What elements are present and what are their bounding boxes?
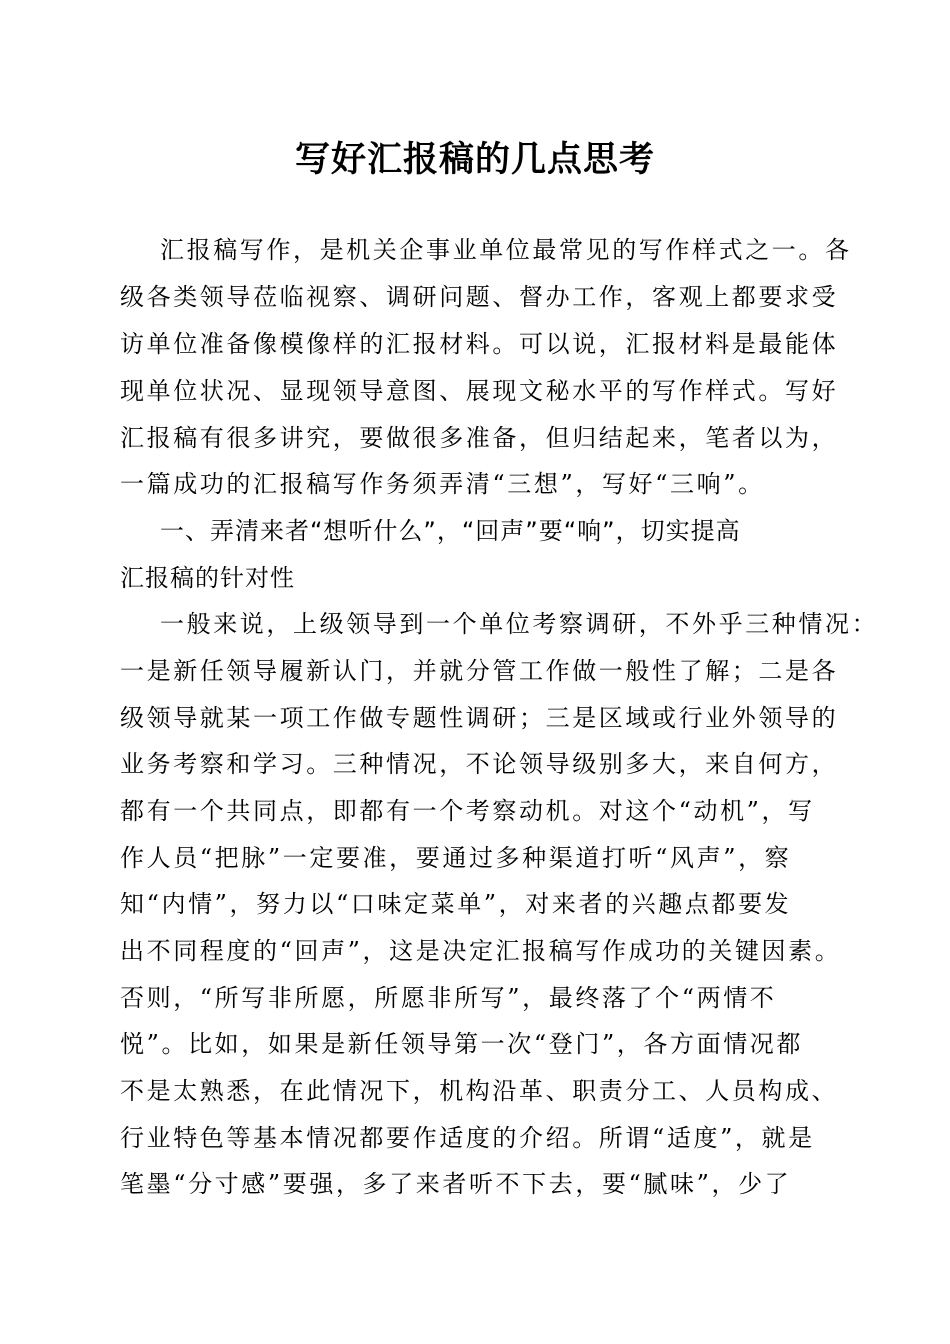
text-line: 否则，“所写非所愿，所愿非所写”，最终落了个“两情不 (120, 984, 777, 1012)
text-line: 出不同程度的“回声”，这是决定汇报稿写作成功的关键因素。 (120, 937, 842, 965)
text-line: 笔墨“分寸感”要强，多了来者听不下去，要“腻味”，少了 (120, 1170, 792, 1198)
document-title: 写好汇报稿的几点思考 (294, 139, 655, 180)
text-line: 悦”。比如，如果是新任领导第一次“登门”，各方面情况都 (120, 1030, 804, 1058)
heading-line: 汇报稿的针对性 (120, 564, 295, 592)
text-line: 知“内情”，努力以“口味定菜单”，对来者的兴趣点都要发 (120, 890, 792, 918)
text-line: 一是新任领导履新认门，并就分管工作做一般性了解；二是各 (120, 657, 839, 685)
text-line: 都有一个共同点，即都有一个考察动机。对这个“动机”，写 (120, 797, 815, 825)
text-line: 一篇成功的汇报稿写作务须弄清“三想”，写好“三响”。 (120, 470, 765, 498)
text-line: 业务考察和学习。三种情况，不论领导级别多大，来自何方， (120, 750, 839, 778)
text-line: 级领导就某一项工作做专题性调研；三是区域或行业外领导的 (120, 704, 839, 732)
text-line: 汇报稿写作，是机关企事业单位最常见的写作样式之一。各 (160, 236, 852, 264)
heading-line: 一、弄清来者“想听什么”，“回声”要“响”，切实提高 (160, 517, 741, 545)
text-line: 行业特色等基本情况都要作适度的介绍。所谓“适度”，就是 (120, 1124, 815, 1152)
text-line: 作人员“把脉”一定要准，要通过多种渠道打听“风声”，察 (120, 844, 792, 872)
text-line: 级各类领导莅临视察、调研问题、督办工作，客观上都要求受 (120, 283, 839, 311)
text-line: 访单位准备像模像样的汇报材料。可以说，汇报材料是最能体 (120, 330, 839, 358)
text-line: 不是太熟悉，在此情况下，机构沿革、职责分工、人员构成、 (120, 1077, 839, 1105)
text-line: 现单位状况、显现领导意图、展现文秘水平的写作样式。写好 (120, 377, 839, 405)
text-line: 一般来说，上级领导到一个单位考察调研，不外乎三种情况： (160, 610, 879, 638)
text-line: 汇报稿有很多讲究，要做很多准备，但归结起来，笔者以为， (120, 424, 839, 452)
